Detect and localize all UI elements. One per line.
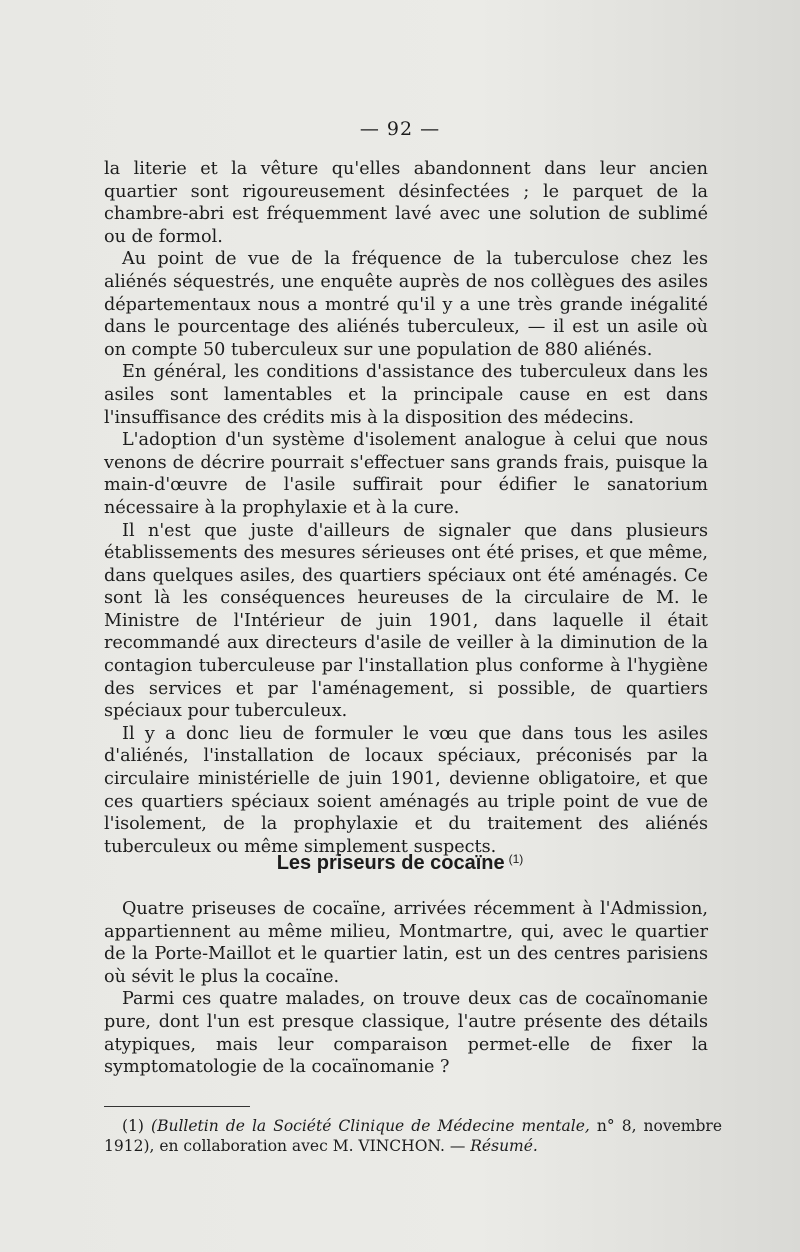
footnote-source: (Bulletin de la Société Clinique de Médecine mentale, [151,1117,590,1135]
footnote [104,1116,722,1156]
paragraph: Au point de vue de la fréquence de la tuberculose chez les aliénés séquestrés, une enquête auprès de nos collègues des asiles départementaux nous a montré qu'il y a une très grande inégalité dans le pourcentage des aliénés tuberculeux, — il est un asile où on compte 50 tuberculeux sur une population de 880 aliénés. [104,249,708,360]
paragraph: L'adoption d'un système d'isolement analogue à celui que nous venons de décrire pourrait s'effectuer sans grands frais, puisque la main-d'œuvre de l'asile suffirait pour édifier le sanatorium nécessaire à la prophylaxie et à la cure. [104,430,708,518]
footnote-details: n° 8, novembre 1912), en collaboration avec M. VINCHON. — [104,1117,723,1155]
page-number: — 92 — [359,118,441,140]
paragraph: Quatre priseuses de cocaïne, arrivées récemment à l'Admission, appartiennent au même milieu, Montmartre, qui, avec le quartier de la Porte-Maillot et le quartier latin, est un des centres parisiens où sévit le plus la cocaïne. [104,899,708,987]
footnote-summary: Résumé. [470,1137,538,1155]
paragraph: Parmi ces quatre malades, on trouve deux cas de cocaïnomanie pure, dont l'un est presque classique, l'autre présente des détails atypiques, mais leur comparaison permet-elle de fixer la symptomatologie de la cocaïnomanie ? [104,989,708,1078]
section-body [104,898,708,1079]
paragraph: En général, les conditions d'assistance des tuberculeux dans les asiles sont lamentables et la principale cause en est dans l'insuffisance des crédits mis à la disposition des médecins. [104,362,708,428]
footnote-reference[interactable]: (1) [508,852,524,866]
paragraph: Il y a donc lieu de formuler le vœu que dans tous les asiles d'aliénés, l'installation de locaux spéciaux, préconisés par la circulaire ministérielle de juin 1901, devienne obligatoire, et que ces quartiers spéciaux soient aménagés au triple point de vue de l'isolement, de la prophylaxie et du traitement des aliénés tuberculeux ou même simplement suspects. [104,723,708,857]
footnote-marker: (1) [122,1117,144,1135]
paragraph: la literie et la vêture qu'elles abandonnent dans leur ancien quartier sont rigoureusement désinfectées ; le parquet de la chambre-abri est fréquemment lavé avec une solution de sublimé ou de formol. [104,159,708,247]
body-text [104,158,708,858]
footnote-divider [104,1106,250,1107]
paragraph: Il n'est que juste d'ailleurs de signaler que dans plusieurs établissements des mesures sérieuses ont été prises, et que même, dans quelques asiles, des quartiers spéciaux ont été aménagés. Ce sont là les conséquences heureuses de la circulaire de M. le Ministre de l'Intérieur de juin 1901, dans laquelle il était recommandé aux directeurs d'asile de veiller à la diminution de la contagion tuberculeuse par l'installation plus conforme à l'hygiène des services et par l'aménagement, si possible, de quartiers spéciaux pour tuberculeux. [104,520,708,722]
section-title-text: Les priseurs de cocaïne [276,852,505,874]
section-title [0,852,800,875]
